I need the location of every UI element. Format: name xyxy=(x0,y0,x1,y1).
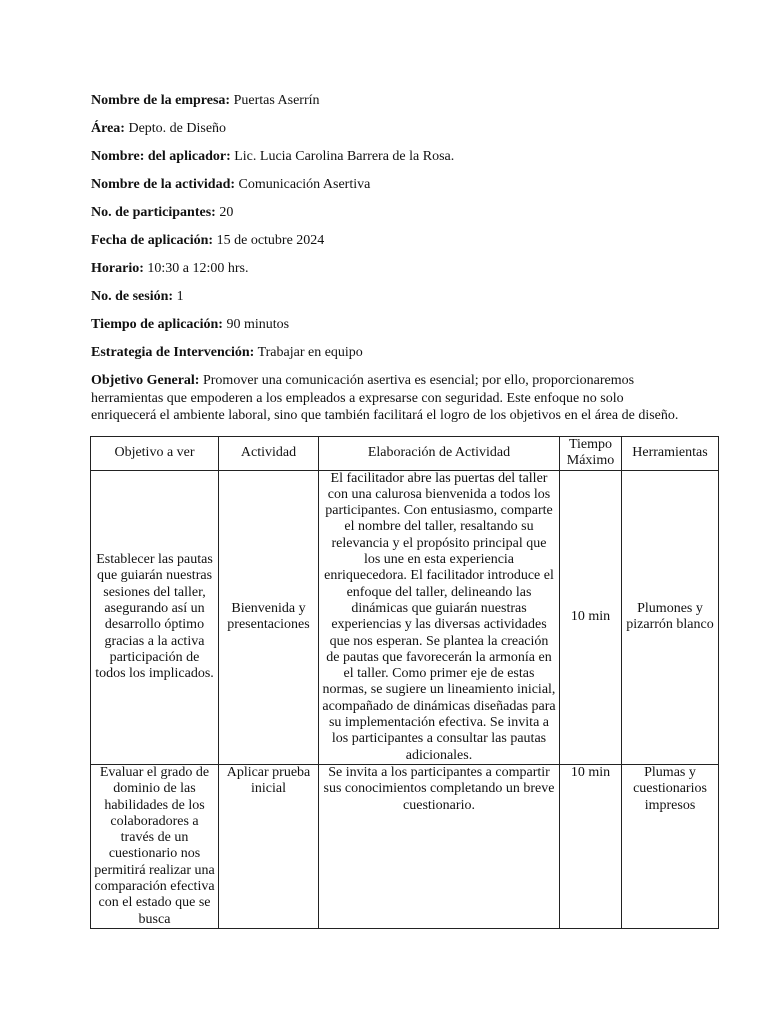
header-activity: Actividad xyxy=(219,437,319,471)
field-value: 1 xyxy=(176,289,184,304)
field-value: Lic. Lucia Carolina Barrera de la Rosa. xyxy=(234,149,455,164)
cell-objective: Establecer las pautas que guiarán nuestras sesiones del taller, asegurando así un desarrollo óptimo gracias a la activa participación de todos los implicados. xyxy=(91,470,219,764)
field-value: 15 de octubre 2024 xyxy=(216,233,325,248)
field-area xyxy=(91,120,681,148)
field-label: Nombre de la empresa: xyxy=(91,93,231,108)
cell-tools: Plumas y cuestionarios impresos xyxy=(622,764,719,928)
field-label: Nombre: del aplicador: xyxy=(91,149,231,164)
field-label: No. de sesión: xyxy=(91,289,174,304)
cell-max-time: 10 min xyxy=(560,470,622,764)
field-schedule xyxy=(91,260,681,288)
field-value: 90 minutos xyxy=(226,317,290,332)
table-row xyxy=(91,470,719,764)
objective-label: Objetivo General: xyxy=(91,373,200,388)
field-activity-name xyxy=(91,176,681,204)
cell-elaboration: Se invita a los participantes a compartir sus conocimientos completando un breve cuestionario. xyxy=(319,764,560,928)
header-fields xyxy=(91,92,681,372)
field-value: Depto. de Diseño xyxy=(128,121,227,136)
field-value: 10:30 a 12:00 hrs. xyxy=(147,261,249,276)
cell-tools: Plumones y pizarrón blanco xyxy=(622,470,719,764)
field-label: No. de participantes: xyxy=(91,205,216,220)
field-label: Horario: xyxy=(91,261,144,276)
field-strategy xyxy=(91,344,681,372)
cell-max-time: 10 min xyxy=(560,764,622,928)
general-objective xyxy=(91,372,691,425)
objective-text: Promover una comunicación asertiva es esencial; por ello, proporcionaremos herramientas que empoderen a los empleados a expresarse con seguridad. Este enfoque no solo enriquecerá el ambiente laboral, sino que también facilitará el logro de los objetivos en el área de diseño. xyxy=(91,373,679,423)
cell-activity: Aplicar prueba inicial xyxy=(219,764,319,928)
field-participants xyxy=(91,204,681,232)
field-label: Área: xyxy=(91,121,125,136)
header-objective: Objetivo a ver xyxy=(91,437,219,471)
header-elaboration: Elaboración de Actividad xyxy=(319,437,560,471)
field-value: Comunicación Asertiva xyxy=(238,177,371,192)
field-label: Tiempo de aplicación: xyxy=(91,317,223,332)
header-max-time: Tiempo Máximo xyxy=(560,437,622,471)
field-label: Fecha de aplicación: xyxy=(91,233,214,248)
field-value: Puertas Aserrín xyxy=(233,93,320,108)
field-duration xyxy=(91,316,681,344)
field-value: 20 xyxy=(219,205,234,220)
cell-activity: Bienvenida y presentaciones xyxy=(219,470,319,764)
field-label: Nombre de la actividad: xyxy=(91,177,236,192)
table-row xyxy=(91,764,719,928)
field-value: Trabajar en equipo xyxy=(257,345,363,360)
activity-table xyxy=(90,436,719,929)
field-company xyxy=(91,92,681,120)
field-session xyxy=(91,288,681,316)
table-header-row xyxy=(91,437,719,471)
field-date xyxy=(91,232,681,260)
cell-objective: Evaluar el grado de dominio de las habilidades de los colaboradores a través de un cuestionario nos permitirá realizar una comparación efectiva con el estado que se busca xyxy=(91,764,219,928)
cell-elaboration: El facilitador abre las puertas del taller con una calurosa bienvenida a todos los participantes. Con entusiasmo, comparte el nombre del taller, resaltando su relevancia y el propósito principal que los une en esta experiencia enriquecedora. El facilitador introduce el enfoque del taller, delineando las dinámicas que guiarán nuestras experiencias y las diversas actividades que nos esperan. Se plantea la creación de pautas que favorecerán la armonía en el taller. Como primer eje de estas normas, se sugiere un lineamiento inicial, acompañado de dinámicas diseñadas para su implementación efectiva. Se invita a los participantes a consultar las pautas adicionales. xyxy=(319,470,560,764)
field-applicator xyxy=(91,148,681,176)
header-tools: Herramientas xyxy=(622,437,719,471)
field-label: Estrategia de Intervención: xyxy=(91,345,255,360)
